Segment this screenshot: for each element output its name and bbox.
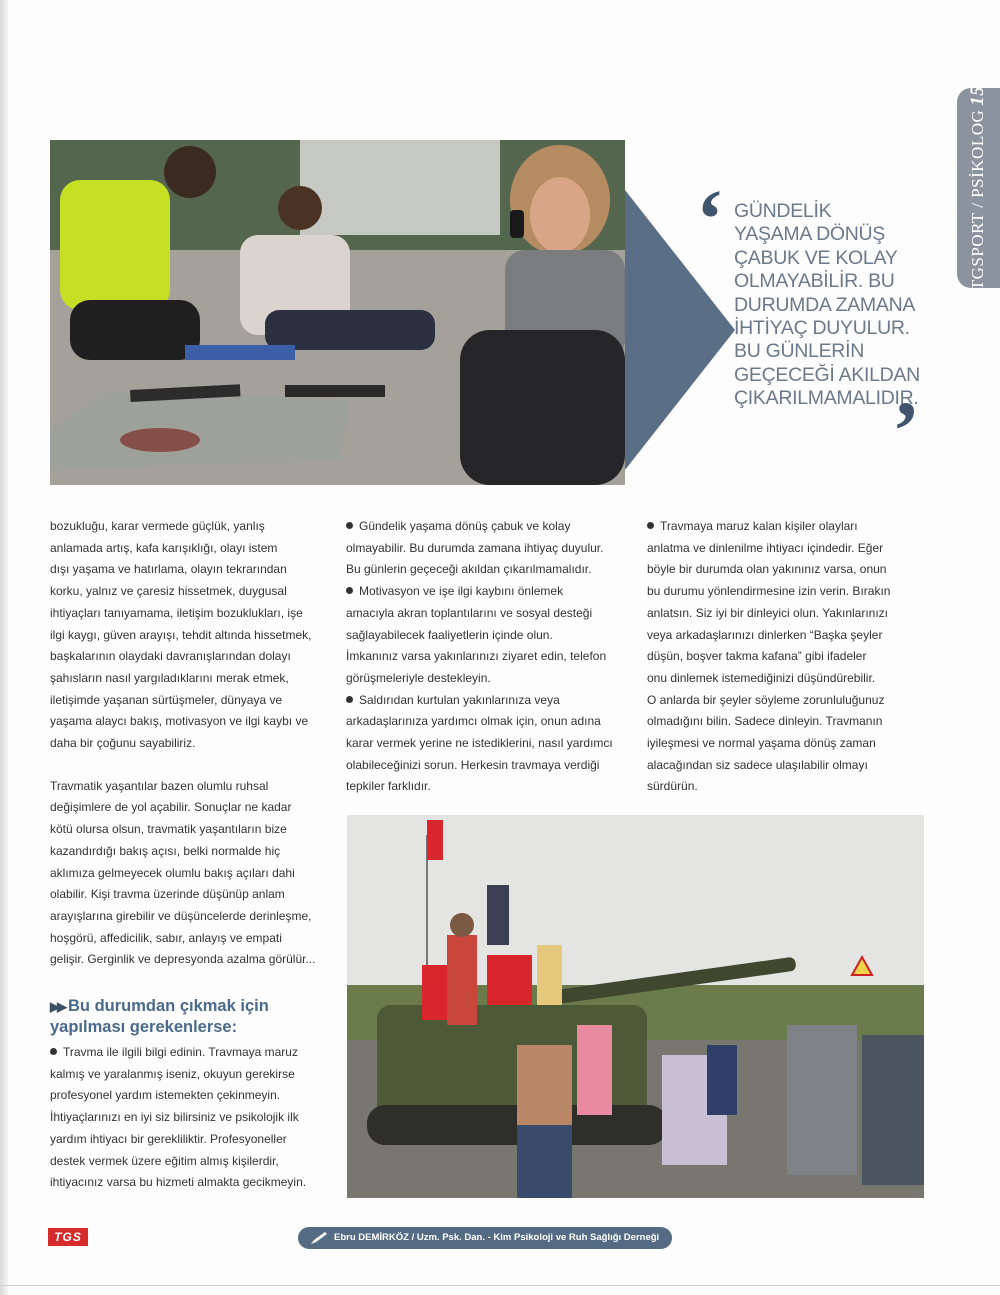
magazine-logo: TGS bbox=[48, 1228, 88, 1246]
body-line: Travma ile ilgili bilgi edinin. Travmaya maruz bbox=[63, 1045, 298, 1059]
body-line: düşün, boşver takma kafana” gibi ifadeler bbox=[647, 649, 867, 664]
body-line: veya arkadaşlarınızı dinlerken “Başka şeyler bbox=[647, 627, 883, 642]
pull-quote-line: OLMAYABİLİR. BU bbox=[734, 270, 895, 293]
paragraph-gap bbox=[50, 755, 325, 776]
body-line: Travmaya maruz kalan kişiler olayları bbox=[660, 519, 858, 533]
body-line: Motivasyon ve işe ilgi kaybını önlemek bbox=[359, 584, 564, 599]
body-line: destek vermek üzere eğitim almış kişilerdir, bbox=[50, 1153, 279, 1168]
bullet-icon bbox=[346, 696, 353, 703]
close-quote-icon: ’ bbox=[892, 385, 920, 478]
body-line: yardım ihtiyacı bir gerekliliktir. Profesyoneller bbox=[50, 1131, 287, 1146]
body-line: ihtiyacınız varsa bu hizmeti almakta gecikmeyin. bbox=[50, 1175, 307, 1190]
body-line: şahısların nasıl yargıladıklarını merak etmek, bbox=[50, 670, 289, 685]
bullet-icon bbox=[346, 522, 353, 529]
pull-quote-line: GEÇECEĞİ AKILDAN bbox=[734, 363, 920, 386]
body-line: bozukluğu, karar vermede güçlük, yanlış bbox=[50, 519, 265, 533]
bullet-icon bbox=[346, 587, 353, 594]
subheading-line: Bu durumdan çıkmak için bbox=[68, 997, 269, 1015]
body-column-1-bottom bbox=[50, 1042, 325, 1194]
body-line: arkadaşlarınıza yardımcı olmak için, onun adına bbox=[346, 714, 601, 729]
subheading-line: yapılması gerekenlerse: bbox=[50, 1018, 238, 1036]
body-line: yaşama alaycı bakış, motivasyon ve ilgi kaybı ve bbox=[50, 714, 309, 729]
body-line: İhtiyaçlarınızı en iyi siz bilirsiniz ve psikolojik ilk bbox=[50, 1110, 299, 1125]
body-line: olabileceğinizi sorun. Herkesin travmaya verdiği bbox=[346, 757, 600, 772]
body-line: sağlayabilecek faaliyetlerin içinde olun. bbox=[346, 627, 553, 642]
body-line: dışı yaşama ve hatırlama, olayın tekrarından bbox=[50, 562, 287, 577]
pull-quote-line: ÇIKARILMAMALIDIR. bbox=[734, 387, 919, 410]
accident-scene-photo bbox=[50, 140, 625, 485]
body-line: anlatsın. Siz iyi bir dinleyici olun. Yakınlarınızı bbox=[647, 605, 889, 620]
body-line: kalmış ve yaralanmış iseniz, okuyun gerekirse bbox=[50, 1066, 295, 1081]
pull-quote-line: BU GÜNLERİN bbox=[734, 340, 864, 363]
section-tab-label bbox=[967, 86, 989, 291]
body-line: arayışlarına girebilir ve düşüncelerde derinleşme, bbox=[50, 908, 312, 923]
body-line: Gündelik yaşama dönüş çabuk ve kolay bbox=[359, 519, 571, 533]
body-line: değişimlere de yol açabilir. Sonuçlar ne kadar bbox=[50, 800, 292, 815]
tank-protest-illustration bbox=[347, 815, 924, 1198]
section-title: TGSPORT / PSİKOLOG bbox=[968, 109, 987, 291]
body-column-1 bbox=[50, 516, 325, 971]
pull-quote-line: YAŞAMA DÖNÜŞ bbox=[734, 223, 885, 246]
body-line: böyle bir durumda olan yakınınız varsa, onun bbox=[647, 562, 887, 577]
body-line: görüşmeleriyle destekleyin. bbox=[346, 670, 491, 685]
body-line: Travmatik yaşantılar bazen olumlu ruhsal bbox=[50, 778, 269, 793]
body-line: ilgi kaygı, güven arayışı, tehdit altında hissetmek, bbox=[50, 627, 312, 642]
body-line: sürdürün. bbox=[647, 779, 698, 794]
body-line: daha bir çoğunu sayabiliriz. bbox=[50, 736, 196, 751]
body-line: iletişimde yaşanan sürtüşmeler, dünyaya ve bbox=[50, 692, 283, 707]
bullet-icon bbox=[647, 522, 654, 529]
body-line: İmkanınız varsa yakınlarınızı ziyaret edin, telefon bbox=[346, 649, 607, 664]
accident-scene-illustration bbox=[50, 140, 625, 485]
body-line: korku, yalnız ve çaresiz hissetmek, duygusal bbox=[50, 584, 287, 599]
body-line: O anlarda bir şeyler söyleme zorunluluğunuz bbox=[647, 692, 885, 707]
open-quote-icon: ‘ bbox=[696, 173, 724, 266]
author-credit bbox=[298, 1227, 672, 1249]
page-edge bbox=[0, 0, 8, 1295]
body-column-3 bbox=[647, 516, 922, 798]
body-line: kazandırdığı bakış açısı, belki normalde hiç bbox=[50, 843, 281, 858]
body-line: profesyonel yardım istemekten çekinmeyin. bbox=[50, 1088, 281, 1103]
pull-quote bbox=[734, 200, 924, 411]
tank-protest-photo bbox=[347, 815, 924, 1198]
page-number: 15 bbox=[967, 85, 988, 106]
bullet-icon bbox=[50, 1048, 57, 1055]
body-line: başkalarının olaydaki davranışlarından dolayı bbox=[50, 649, 291, 664]
body-line: hoşgörü, affedicilik, sabır, anlayış ve empati bbox=[50, 930, 282, 945]
body-line: aklımıza gelmeyecek olumlu bakış açıları dahi bbox=[50, 865, 295, 880]
body-line: Saldırıdan kurtulan yakınlarınıza veya bbox=[359, 692, 560, 707]
body-line: bu durumu yönlendirmesine izin verin. Bırakın bbox=[647, 584, 891, 599]
section-tab bbox=[957, 85, 1000, 291]
double-arrow-icon: ▶▶ bbox=[50, 999, 64, 1014]
pen-icon bbox=[310, 1231, 328, 1245]
body-line: olmadığını bilin. Sadece dinleyin. Travmanın bbox=[647, 714, 883, 729]
body-line: anlamada artış, kafa karışıklığı, olayı istem bbox=[50, 540, 278, 555]
pull-quote-line: DURUMDA ZAMANA bbox=[734, 293, 916, 316]
body-line: kötü olursa olsun, travmatik yaşantıların bize bbox=[50, 822, 287, 837]
section-subheading bbox=[50, 996, 325, 1038]
body-line: iyileşmesi ve normal yaşama dönüş zaman bbox=[647, 736, 876, 751]
body-line: Bu günlerin geçeceği akıldan çıkarılmamalıdır. bbox=[346, 562, 592, 577]
pull-quote-line: İHTİYAÇ DUYULUR. bbox=[734, 316, 910, 339]
body-line: amacıyla akran toplantılarını ve sosyal desteği bbox=[346, 605, 593, 620]
body-line: tepkiler farklıdır. bbox=[346, 779, 431, 794]
author-credit-text: Ebru DEMİRKÖZ / Uzm. Psk. Dan. - Kim Psikoloji ve Ruh Sağlığı Derneği bbox=[334, 1232, 660, 1243]
body-line: onu dinlemek istemediğinizi düşündürebilir. bbox=[647, 670, 876, 685]
body-line: karar vermek yerine ne istediklerini, nasıl yardımcı bbox=[346, 736, 613, 751]
body-line: olmayabilir. Bu durumda zamana ihtiyaç duyulur. bbox=[346, 540, 604, 555]
body-line: olabilir. Kişi travma üzerinde düşünüp anlam bbox=[50, 887, 285, 902]
pull-quote-line: GÜNDELİK bbox=[734, 200, 832, 222]
body-line: alacağından siz sadece ulaşılabilir olmayı bbox=[647, 757, 868, 772]
body-line: gelişir. Gerginlik ve depresyonda azalma görülür... bbox=[50, 952, 316, 967]
body-line: anlatma ve dinlenilme ihtiyacı içindedir. Eğer bbox=[647, 540, 884, 555]
pull-quote-line: ÇABUK VE KOLAY bbox=[734, 246, 898, 269]
page-bottom-edge bbox=[0, 1285, 1000, 1286]
body-column-2 bbox=[346, 516, 626, 798]
body-line: ihtiyaçları tanıyamama, iletişim bozuklukları, işe bbox=[50, 605, 303, 620]
